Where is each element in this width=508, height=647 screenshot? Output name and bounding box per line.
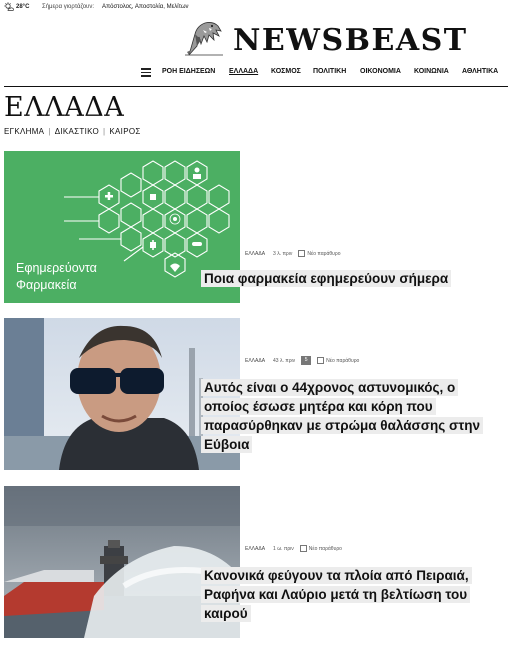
image-caption-line2: Φαρμακεία — [16, 278, 77, 292]
nav-item-live-news[interactable]: ΡΟΗ ΕΙΔΗΣΕΩΝ — [162, 68, 216, 75]
article-time: 3 λ. πριν — [273, 250, 293, 257]
article-category[interactable]: ΕΛΛΑΔΑ — [245, 545, 266, 552]
nav-item-greece[interactable]: ΕΛΛΑΔΑ — [229, 68, 259, 75]
new-window-icon — [300, 545, 307, 552]
article-headline-text[interactable]: Αυτός είναι ο 44χρονος αστυνομικός, ο οποίος έσωσε μητέρα και κόρη που παρασύρθηκαν με στρώμα θαλάσσης στην Εύβοια — [201, 379, 483, 453]
article-category[interactable]: ΕΛΛΑΔΑ — [245, 358, 266, 364]
top-bar — [0, 0, 508, 14]
article-headline[interactable] — [201, 378, 491, 454]
nav-item-world[interactable]: ΚΟΣΜΟΣ — [271, 68, 301, 75]
subcategory-weather[interactable]: ΚΑΙΡΟΣ — [109, 127, 141, 136]
subcategory-links — [4, 127, 141, 136]
nameday-label: Σήμερα γιορτάζουν: — [42, 4, 95, 10]
subcategory-crime[interactable]: ΕΓΚΛΗΜΑ — [4, 127, 45, 136]
weather-sun-cloud-icon — [4, 2, 14, 12]
comment-count-badge[interactable]: 5 — [301, 356, 311, 365]
nav-item-economy[interactable]: ΟΙΚΟΝΟΜΙΑ — [360, 68, 401, 75]
article-meta — [245, 357, 359, 366]
image-caption-line1: Εφημερεύοντα — [16, 261, 97, 275]
site-logo[interactable]: NEWSBEAST — [233, 23, 468, 58]
article-time: 43 λ. πριν — [273, 358, 296, 364]
article-meta — [245, 545, 342, 552]
page-title: ΕΛΛΑΔΑ — [4, 92, 125, 123]
new-window-label: Νέο παράθυρο — [326, 358, 360, 364]
subcategory-judicial[interactable]: ΔΙΚΑΣΤΙΚΟ — [54, 127, 100, 136]
article-meta — [245, 250, 341, 257]
article-headline[interactable] — [201, 566, 491, 623]
shark-logo-icon[interactable] — [183, 20, 225, 56]
article-category[interactable]: ΕΛΛΑΔΑ — [245, 250, 266, 257]
article-headline-text[interactable]: Κανονικά φεύγουν τα πλοία από Πειραιά, Ραφήνα και Λαύριο μετά τη βελτίωση του καιρού — [201, 567, 472, 622]
nav-item-politics[interactable]: ΠΟΛΙΤΙΚΗ — [313, 68, 347, 75]
article-headline[interactable] — [201, 269, 491, 288]
subcategory-separator: | — [48, 127, 51, 136]
new-window-label: Νέο παράθυρο — [307, 250, 341, 257]
nameday-names[interactable]: Απόστολος, Αποστολία, Μελίτων — [102, 4, 189, 10]
article-time: 1 ω. πριν — [273, 545, 294, 552]
new-window-icon — [317, 357, 324, 364]
main-navigation — [0, 64, 508, 82]
menu-hamburger-icon[interactable] — [141, 68, 151, 77]
new-window-link[interactable] — [298, 251, 340, 257]
subcategory-separator: | — [103, 127, 106, 136]
new-window-link[interactable] — [317, 358, 359, 364]
new-window-icon — [298, 250, 305, 257]
new-window-label: Νέο παράθυρο — [308, 545, 342, 552]
nav-item-sports[interactable]: ΑΘΛΗΤΙΚΑ — [462, 68, 499, 75]
nav-item-society[interactable]: ΚΟΙΝΩΝΙΑ — [414, 68, 449, 75]
temperature: 28°C — [16, 4, 30, 10]
nav-divider — [4, 86, 508, 87]
article-headline-text[interactable]: Ποια φαρμακεία εφημερεύουν σήμερα — [201, 270, 451, 287]
new-window-link[interactable] — [300, 546, 342, 552]
